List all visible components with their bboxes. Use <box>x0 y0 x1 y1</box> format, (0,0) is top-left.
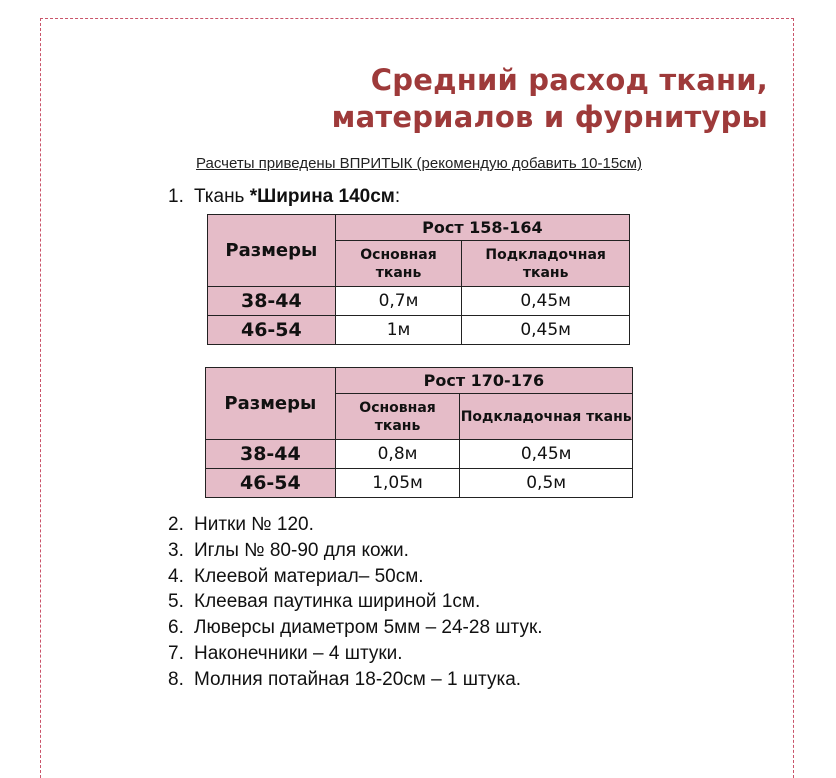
list-item <box>168 512 543 538</box>
lining-fabric-value: 0,45м <box>462 287 630 316</box>
list-item-number: 7. <box>168 642 184 664</box>
main-fabric-value: 1м <box>335 316 462 345</box>
fabric-table-158-164 <box>207 214 630 345</box>
list-item-text: Люверсы диаметром 5мм – 24-28 штук. <box>194 617 543 639</box>
list-item-text: Молния потайная 18-20см – 1 штука. <box>194 668 522 690</box>
height-group-header: Рост 158-164 <box>335 215 629 241</box>
size-cell: 46-54 <box>208 316 336 345</box>
list-item <box>168 667 543 693</box>
main-fabric-value: 1,05м <box>335 469 460 498</box>
title-line-2: материалов и фурнитуры <box>331 100 768 134</box>
fabric-table-170-176 <box>205 367 633 498</box>
subtitle-note: Расчеты приведены ВПРИТЫК (рекомендую добавить 10-15см) <box>196 155 642 172</box>
list-item <box>168 589 543 615</box>
list-item <box>168 615 543 641</box>
list-item <box>168 564 543 590</box>
table-row <box>208 316 630 345</box>
fabric-colon: : <box>394 186 401 207</box>
size-cell: 38-44 <box>206 440 336 469</box>
lining-fabric-value: 0,5м <box>460 469 633 498</box>
list-item-fabric <box>168 186 400 208</box>
lining-fabric-header: Подкладочная ткань <box>462 241 630 287</box>
list-item-number: 1. <box>168 186 184 207</box>
materials-list <box>168 512 543 693</box>
lining-fabric-header: Подкладочная ткань <box>460 394 633 440</box>
list-item-text: Нитки № 120. <box>194 514 314 535</box>
list-item-number: 4. <box>168 565 184 587</box>
fabric-width: *Ширина 140см <box>249 186 395 207</box>
height-group-header: Рост 170-176 <box>335 368 632 394</box>
list-item-text: Клеевая паутинка шириной 1см. <box>194 591 481 613</box>
page-title <box>332 62 768 136</box>
lining-fabric-value: 0,45м <box>460 440 633 469</box>
main-fabric-header: Основная ткань <box>335 394 460 440</box>
list-item <box>168 538 543 564</box>
size-header: Размеры <box>206 368 336 440</box>
list-item-number: 6. <box>168 617 184 639</box>
table-row <box>206 440 633 469</box>
list-item-text: Наконечники – 4 штуки. <box>194 642 403 664</box>
main-fabric-header: Основная ткань <box>335 241 462 287</box>
fabric-label: Ткань <box>194 186 250 207</box>
list-item-number: 5. <box>168 591 184 613</box>
table-row <box>206 469 633 498</box>
size-cell: 38-44 <box>208 287 336 316</box>
main-fabric-value: 0,7м <box>335 287 462 316</box>
title-line-1: Средний расход ткани, <box>370 63 768 97</box>
size-cell: 46-54 <box>206 469 336 498</box>
list-item-number: 2. <box>168 514 184 535</box>
list-item-text: Клеевой материал– 50см. <box>194 565 424 587</box>
list-item-number: 8. <box>168 668 184 690</box>
list-item-text: Иглы № 80-90 для кожи. <box>194 539 409 561</box>
table-row <box>208 287 630 316</box>
size-header: Размеры <box>208 215 336 287</box>
main-fabric-value: 0,8м <box>335 440 460 469</box>
lining-fabric-value: 0,45м <box>462 316 630 345</box>
list-item-number: 3. <box>168 539 184 561</box>
list-item <box>168 641 543 667</box>
